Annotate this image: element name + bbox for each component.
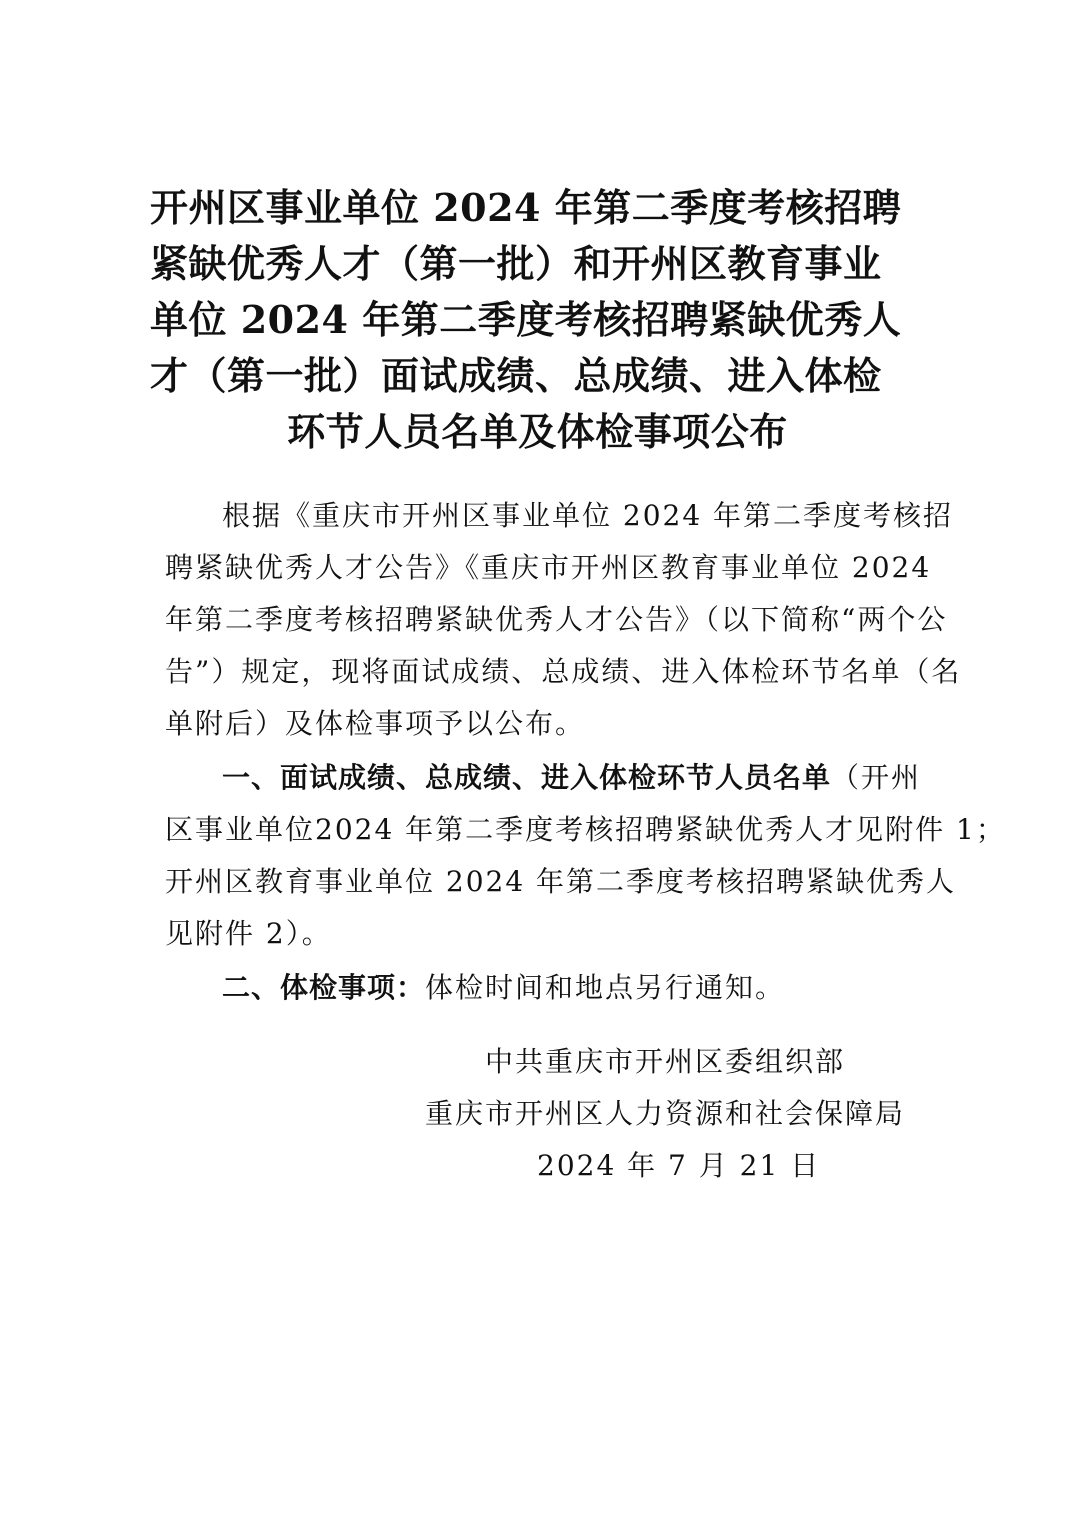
section-1-first-line-rest: （开州	[831, 761, 922, 794]
intro-line: 年第二季度考核招聘紧缺优秀人才公告》（以下简称“两个公	[165, 603, 948, 636]
section-2-paragraph	[165, 962, 925, 1014]
signature-org-1: 中共重庆市开州区委组织部	[485, 1045, 846, 1078]
intro-paragraph	[165, 490, 962, 750]
section-2-heading: 二、体检事项：	[222, 971, 426, 1004]
section-1-line: 见附件 2）。	[165, 917, 332, 950]
section-1-line: 区事业单位2024 年第二季度考核招聘紧缺优秀人才见附件 1；	[165, 813, 1006, 846]
document-body	[165, 490, 1006, 1014]
intro-line: 告”）规定，现将面试成绩、总成绩、进入体检环节名单（名	[165, 655, 962, 688]
section-1-paragraph	[165, 752, 1006, 960]
title-line: 单位 2024 年第二季度考核招聘紧缺优秀人	[150, 297, 902, 342]
section-2-text: 体检时间和地点另行通知。	[425, 971, 786, 1004]
document-title	[150, 180, 925, 460]
intro-line: 聘紧缺优秀人才公告》《重庆市开州区教育事业单位 2024	[165, 551, 932, 584]
intro-line: 单附后）及体检事项予以公布。	[165, 707, 586, 740]
section-1-line: 开州区教育事业单位 2024 年第二季度考核招聘紧缺优秀人	[165, 865, 957, 898]
title-line: 环节人员名单及体检事项公布	[287, 409, 788, 454]
signature-org-2: 重庆市开州区人力资源和社会保障局	[425, 1097, 906, 1130]
section-1-heading: 一、面试成绩、总成绩、进入体检环节人员名单	[222, 761, 832, 794]
title-line: 才（第一批）面试成绩、总成绩、进入体检	[150, 353, 882, 398]
section-2-line	[165, 962, 925, 1014]
section-1-first-line	[165, 752, 925, 804]
title-line: 紧缺优秀人才（第一批）和开州区教育事业	[150, 241, 882, 286]
intro-line: 根据《重庆市开州区事业单位 2024 年第二季度考核招	[222, 499, 954, 532]
signature-block	[400, 1036, 920, 1192]
title-line: 开州区事业单位 2024 年第二季度考核招聘	[150, 185, 902, 230]
signature-date: 2024 年 7 月 21 日	[537, 1149, 821, 1182]
